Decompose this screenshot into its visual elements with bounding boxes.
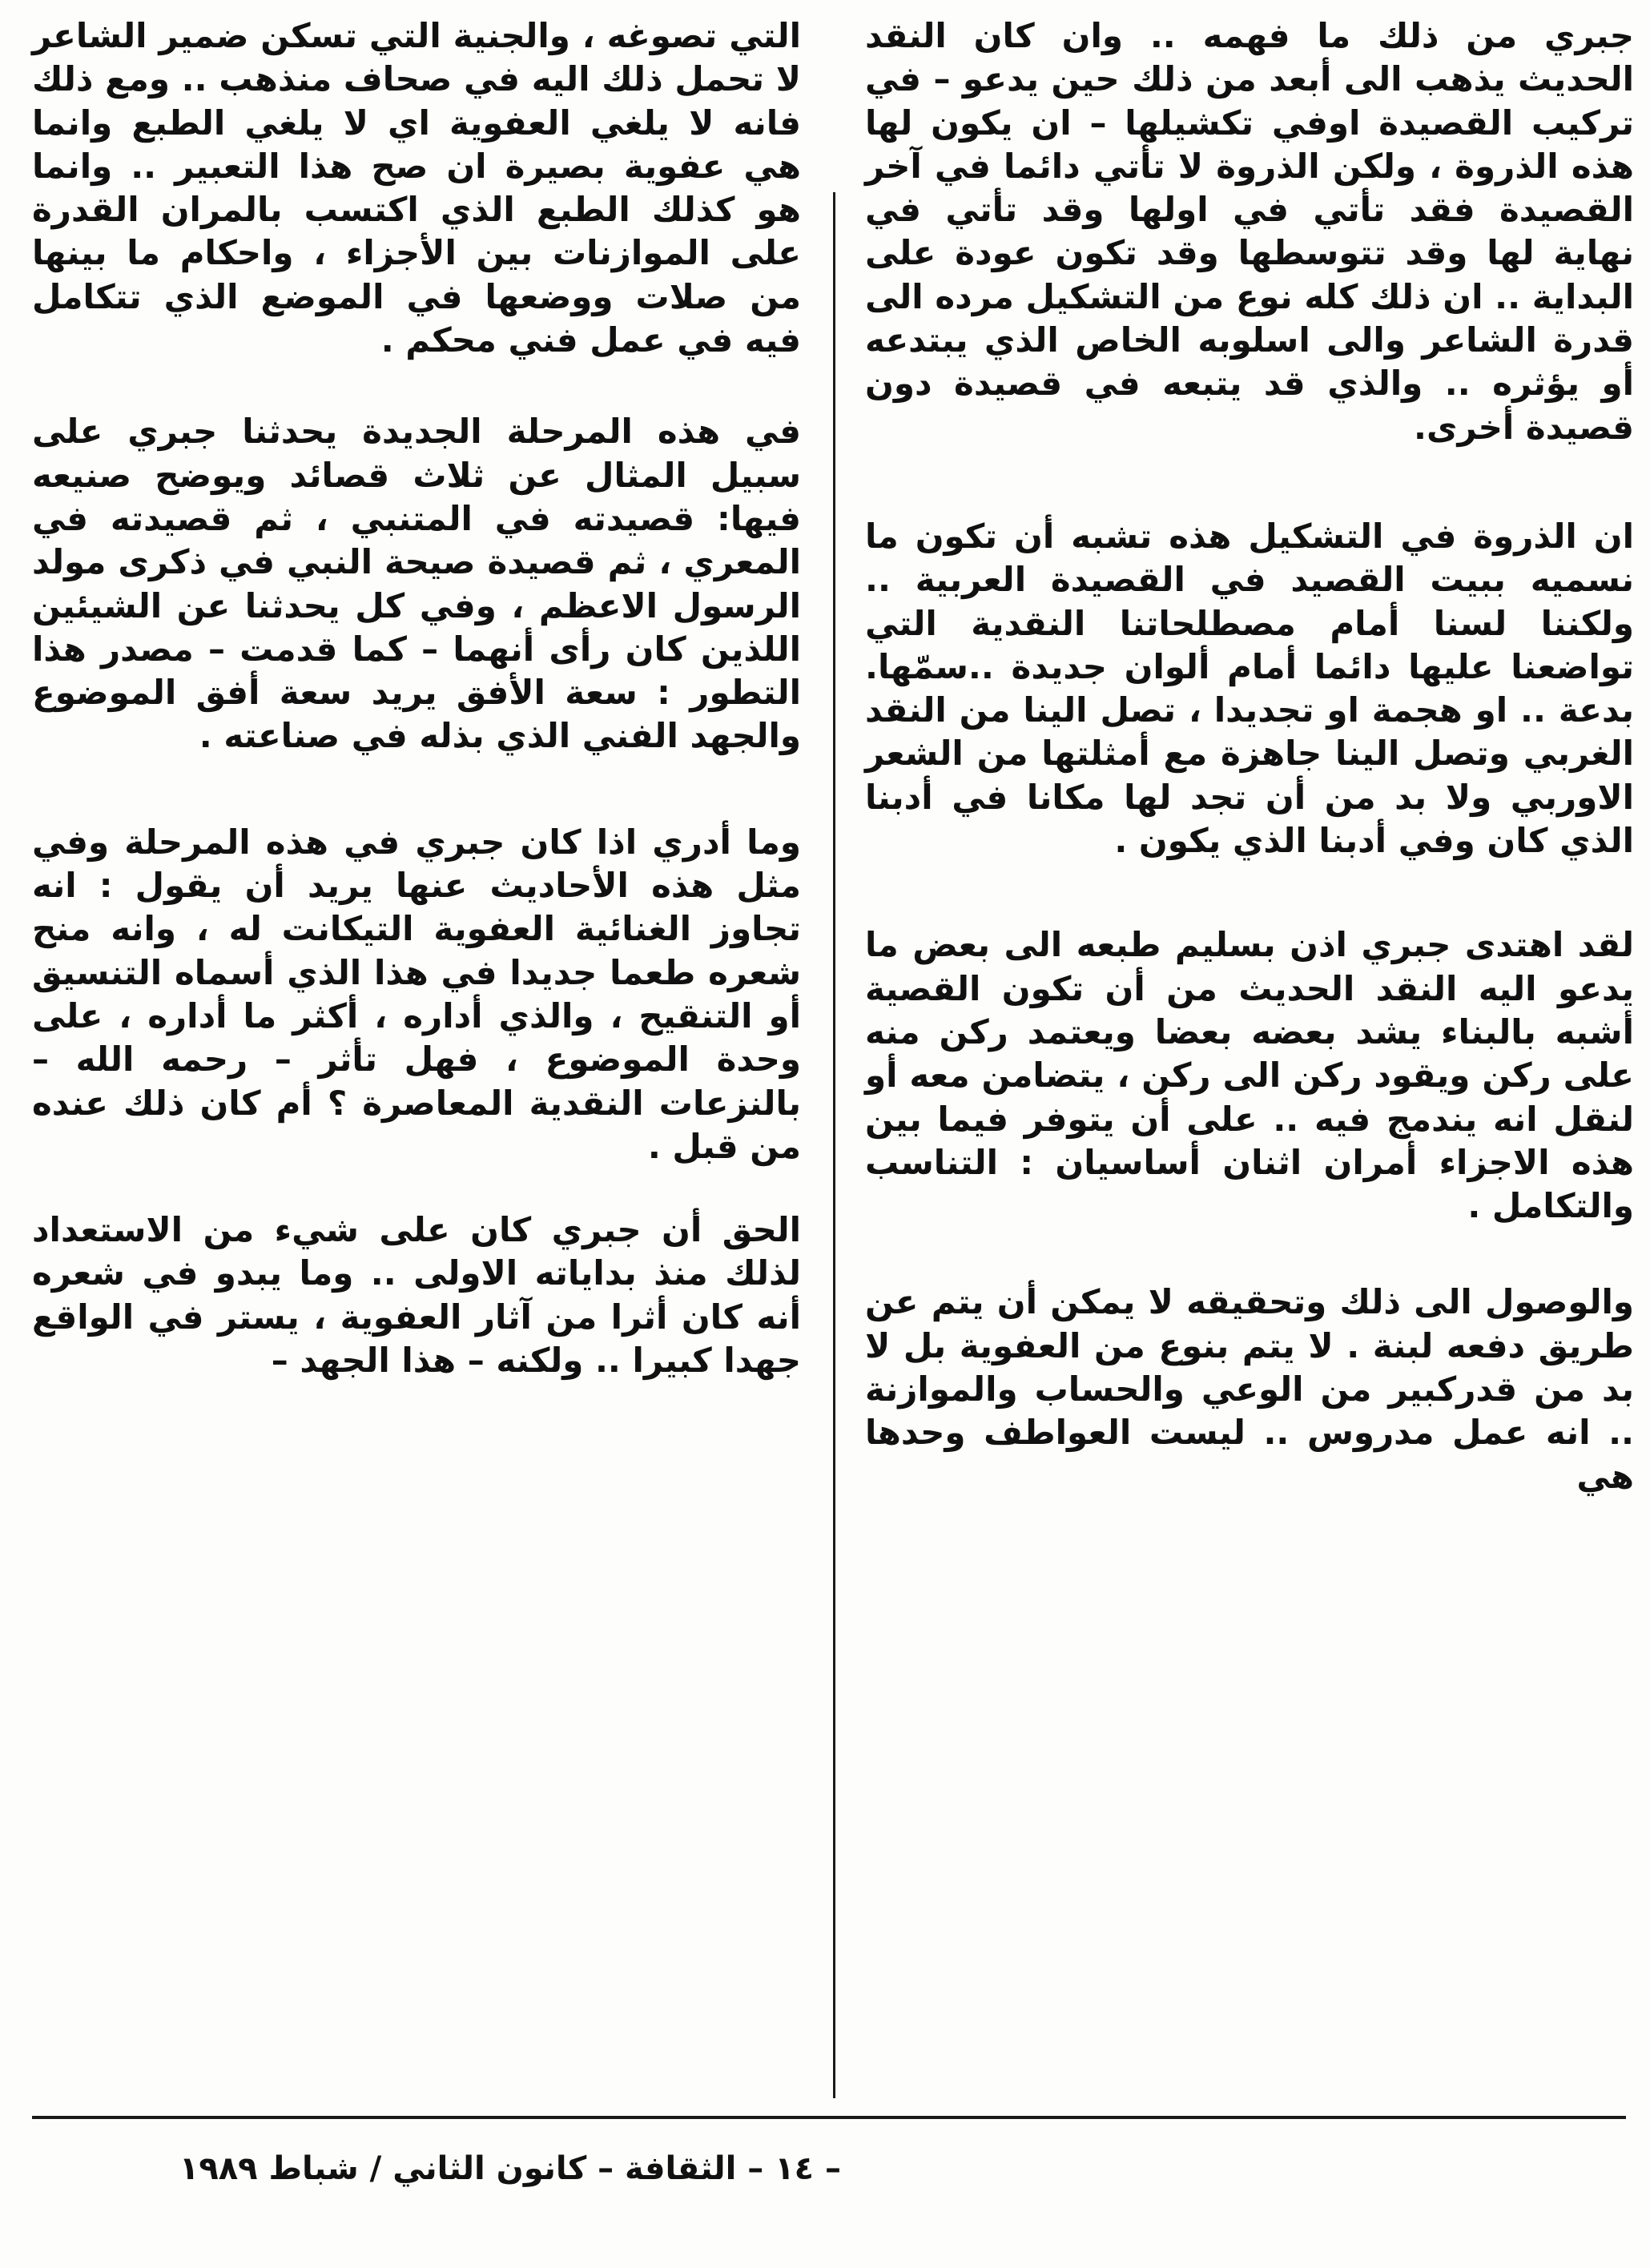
paragraph: وما أدري اذا كان جبري في هذه المرحلة وفي مثل هذه الأحاديث عنها يريد أن يقول : انه تجاوز الغنائية العفوية التيكانت له ، وانه منح شعره طعما جديدا في هذا الذي أسماه التنسيق أو التنقيح ، والذي أداره ، أكثر ما أداره ، على وحدة الموضوع ، فهل تأثر – رحمه الله – بالنزعات النقدية المعاصرة ؟ أم كان ذلك عنده من قبل . — [32, 822, 801, 1166]
paragraph: التي تصوغه ، والجنية التي تسكن ضمير الشاعر لا تحمل ذلك اليه في صحاف منذهب .. ومع ذلك فانه لا يلغي العفوية اي لا يلغي الطبع وانما هي عفوية بصيرة ان صح هذا التعبير .. وانما هو كذلك الطبع الذي اكتسب بالمران القدرة على الموازنات بين الأجزاء ، واحكام ما بينها من صلات ووضعها في الموضع الذي تتكامل فيه في عمل فني محكم . — [32, 16, 801, 360]
column-divider — [833, 192, 835, 2098]
paragraph: الحق أن جبري كان على شيء من الاستعداد لذلك منذ بداياته الاولى .. وما يبدو في شعره أنه كان أثرا من آثار العفوية ، يستر في الواقع جهدا كبيرا .. ولكنه – هذا الجهد – — [32, 1210, 801, 1381]
paragraph: لقد اهتدى جبري اذن بسليم طبعه الى بعض ما يدعو اليه النقد الحديث من أن تكون القصية أشبه بالبناء يشد بعضه بعضا ويعتمد ركن منه على ركن ويقود ركن الى ركن ، يتضامن معه أو لنقل انه يندمج فيه .. على أن يتوفر فيما بين هذه الاجزاء أمران اثنان أساسيان : التناسب والتكامل . — [865, 925, 1634, 1226]
article-column-right — [865, 14, 1634, 1498]
paragraph: والوصول الى ذلك وتحقيقه لا يمكن أن يتم عن طريق دفعه لبنة . لا يتم بنوع من العفوية بل لا بد من قدركبير من الوعي والحساب والموازنة .. انه عمل مدروس .. ليست العواطف وحدها هي — [865, 1282, 1634, 1496]
paragraph: في هذه المرحلة الجديدة يحدثنا جبري على سبيل المثال عن ثلاث قصائد ويوضح صنيعه فيها: قصيدته في المتنبي ، ثم قصيدته في المعري ، ثم قصيدة صيحة النبي في ذكرى مولد الرسول الاعظم ، وفي كل يحدثنا عن الشيئين اللذين كان رأى أنهما – كما قدمت – مصدر هذا التطور : سعة الأفق يريد سعة أفق الموضوع والجهد الفني الذي بذله في صناعته . — [32, 412, 801, 756]
paragraph: جبري من ذلك ما فهمه .. وان كان النقد الحديث يذهب الى أبعد من ذلك حين يدعو – في تركيب القصيدة اوفي تكشيلها – ان يكون لها هذه الذروة ، ولكن الذروة لا تأتي دائما في آخر القصيدة فقد تأتي في اولها وقد تأتي في نهاية لها وقد تتوسطها وقد تكون عودة على البداية .. ان ذلك كله نوع من التشكيل مرده الى قدرة الشاعر والى اسلوبه الخاص الذي يبتدعه أو يؤثره .. والذي قد يتبعه في قصيدة دون قصيدة أخرى. — [865, 16, 1634, 447]
page-footer: – ١٤ – الثقافة – كانون الثاني / شباط ١٩٨٩ — [179, 2150, 841, 2187]
footer-rule — [32, 2116, 1626, 2119]
paragraph: ان الذروة في التشكيل هذه تشبه أن تكون ما نسميه ببيت القصيد في القصيدة العربية .. ولكننا لسنا أمام مصطلحاتنا النقدية التي تواضعنا عليها دائما أمام ألوان جديدة ..سمّها. بدعة .. او هجمة او تجديدا ، تصل الينا من النقد الغربي وتصل الينا جاهزة مع أمثلتها من الشعر الاوربي ولا بد من أن تجد لها مكانا في أدبنا الذي كان وفي أدبنا الذي يكون . — [865, 516, 1634, 861]
article-column-left — [32, 14, 801, 1382]
